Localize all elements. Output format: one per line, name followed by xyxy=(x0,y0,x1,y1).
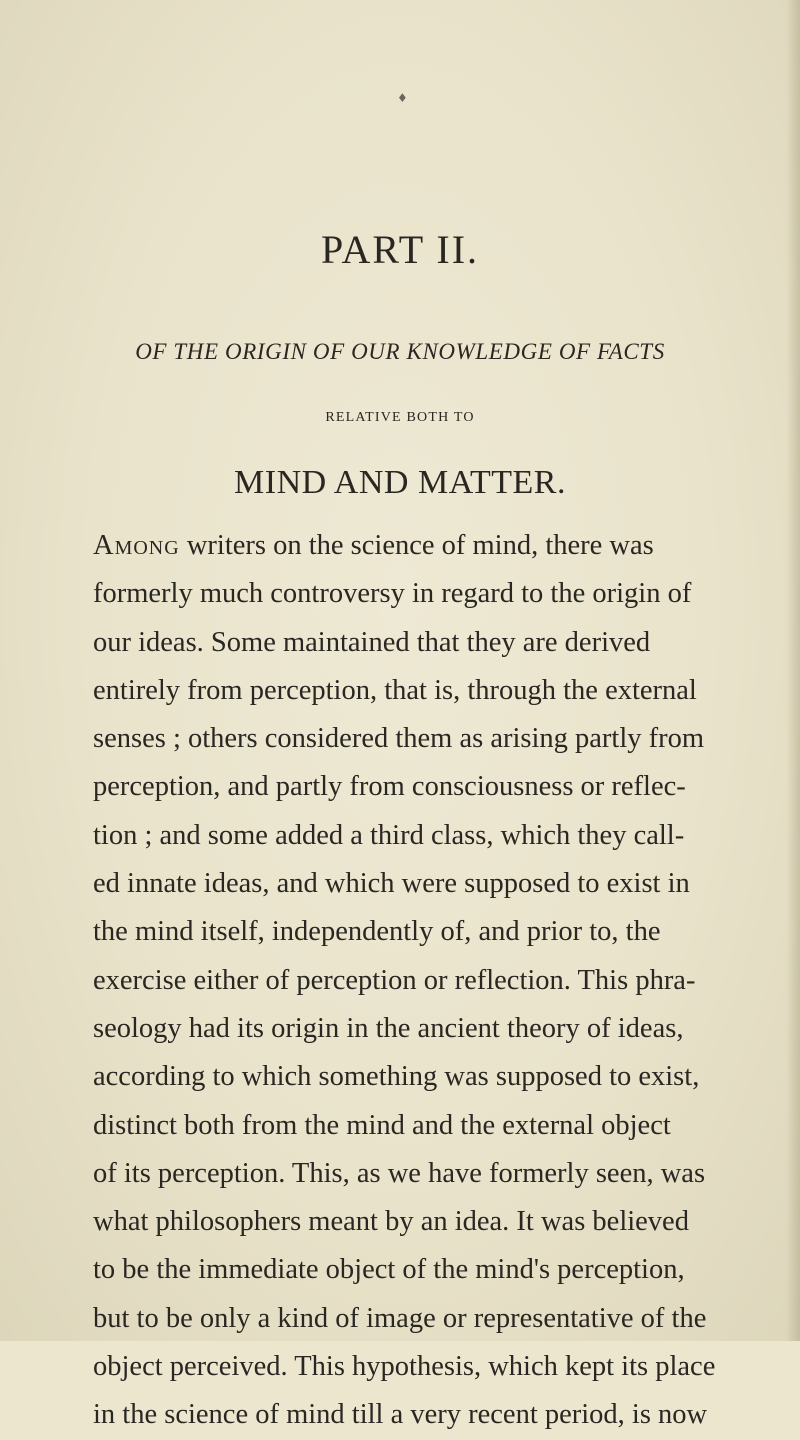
text-line: to be the immediate object of the mind's perception, xyxy=(93,1254,685,1286)
first-word: Among xyxy=(93,530,180,561)
printer-mark: ♦ xyxy=(397,91,408,105)
text-line: ed innate ideas, and which were supposed to exist in xyxy=(93,868,690,900)
chapter-heading-line-3: MIND AND MATTER. xyxy=(234,464,566,501)
text-line-rest: writers on the science of mind, there was xyxy=(179,530,654,561)
text-line: but to be only a kind of image or representative of the xyxy=(93,1302,707,1334)
text-line xyxy=(93,522,799,570)
text-line: perception, and partly from consciousness or reflec- xyxy=(93,771,686,803)
text-line: our ideas. Some maintained that they are derived xyxy=(93,626,651,658)
text-line: of its perception. This, as we have formerly seen, was xyxy=(93,1157,706,1189)
text-line: in the science of mind till a very recent period, is now xyxy=(93,1399,708,1431)
text-line: distinct both from the mind and the external object xyxy=(93,1109,671,1141)
text-line: entirely from perception, that is, through the external xyxy=(93,674,697,706)
body-paragraph xyxy=(93,522,799,1440)
text-line: senses ; others considered them as arising partly from xyxy=(93,723,705,755)
part-title: PART II. xyxy=(320,227,480,272)
text-line: object perceived. This hypothesis, which kept its place xyxy=(93,1351,716,1383)
text-line: the mind itself, independently of, and prior to, the xyxy=(93,916,661,948)
chapter-heading-line-1: OF THE ORIGIN OF OUR KNOWLEDGE OF FACTS xyxy=(135,339,665,364)
text-line: exercise either of perception or reflection. This phra- xyxy=(93,964,696,996)
chapter-heading-line-2: RELATIVE BOTH TO xyxy=(325,410,475,425)
text-line: according to which something was supposed to exist, xyxy=(93,1061,700,1093)
text-line: formerly much controversy in regard to the origin of xyxy=(93,578,692,610)
text-line: seology had its origin in the ancient theory of ideas, xyxy=(93,1012,684,1044)
text-line: tion ; and some added a third class, which they call- xyxy=(93,819,685,851)
text-line: what philosophers meant by an idea. It was believed xyxy=(93,1206,689,1238)
